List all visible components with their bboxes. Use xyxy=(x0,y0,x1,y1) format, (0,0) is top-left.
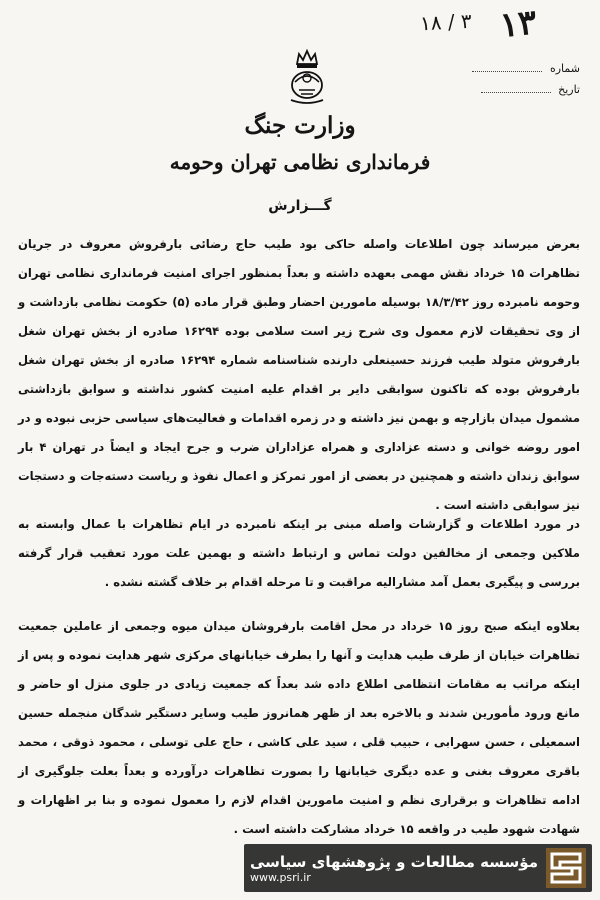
date-line xyxy=(481,92,551,93)
paragraph-3: بعلاوه اینکه صبح روز ۱۵ خرداد در محل اقامت بارفروشان میدان میوه وجمعی از عاملین جمعیت تظاهرات خیابان از طرف طیب هدایت و آنها را بطرف خیابانهای مرکزی شهر هدایت نموده و پس از اینکه مراتب به مقامات انتظامی اطلاع داده شد بعداً که جمعیت زیادی در جلوی منزل او حاضر و مانع ورود مأمورین شدند و بالاخره بعد از ظهر همانروز طیب وسایر دستگیر شدگان منجمله حسین اسمعیلی ، حسن سهرابی ، حبیب قلی ، سید علی کاشی ، حاج علی توسلی ، محمود ذوقی ، محمد باقری معروف بغنی و عده دیگری خیابانها را بصورت تظاهرات درآورده و بعداً بعلت جلوگیری از ادامه تظاهرات و برقراری نظم و امنیت مامورین اقدام لازم را معمول نموده و بنا بر اظهارات و شهادت شهود طیب در واقعه ۱۵ خرداد مشارکت داشته است . xyxy=(18,619,580,836)
office-title: فرمانداری نظامی تهران وحومه xyxy=(169,150,431,174)
crown-emblem-icon xyxy=(285,48,329,106)
number-label: شماره xyxy=(549,62,580,75)
institute-logo-icon xyxy=(546,848,586,888)
date-field xyxy=(481,83,580,96)
date-label: تاریخ xyxy=(558,83,580,96)
number-field xyxy=(472,62,580,75)
report-heading: گـــزارش xyxy=(268,198,332,214)
institute-url[interactable]: www.psri.ir xyxy=(249,870,311,884)
institute-name: مؤسسه مطالعات و پژوهشهای سیاسی xyxy=(249,852,538,871)
paragraph-1: بعرض میرساند چون اطلاعات واصله حاکی بود طیب حاج رضائی بارفروش معروف در جریان تظاهرات ۱۵ خرداد نقش مهمی بعهده داشته و بعداً بمنظور اجرای امنیت فرمانداری نظامی تهران وحومه نامبرده روز ۱۸/۳/۴۲ بوسیله مامورین احضار وطبق قرار ماده (۵) حکومت نظامی بازداشت و از وی تحقیقات لازم معمول وی شرح زیر است سلامی بوده ۱۶۲۹۴ صادره از بخش تهران شغل بارفروش متولد طیب فرزند حسینعلی دارنده شناسنامه شماره ۱۶۲۹۴ صادره از بخش تهران شغل بارفروش بوده که تاکنون سوابقی دایر بر اقدام علیه امنیت کشور نداشته و سوابق بازداشتی مشمول میدان بازارچه و بهمن نیز داشته و در زمره اقدامات و فعالیت‌های سیاسی حزبی نبوده و در امور روضه خوانی و دسته عزاداری و همراه عزاداران ضرب و جرح ایجاد و ایضاً در تهران ۴ بار سوابق زندان داشته و همچنین در بعضی از امور تمرکز و اعمال نفوذ و ریاست دسته‌جات و دستجات نیز سوابقی داشته است . xyxy=(18,237,580,512)
handwritten-note: ۱۸ / ۳ xyxy=(419,8,473,36)
number-line xyxy=(472,71,542,72)
watermark-banner xyxy=(244,844,592,892)
ministry-title: وزارت جنگ xyxy=(244,112,356,139)
paragraph-2: در مورد اطلاعات و گزارشات واصله مبنی بر اینکه نامبرده در ایام تظاهرات با عمال وابسته به ملاکین وجمعی از مخالفین دولت تماس و ارتباط داشته و بهمین علت مورد تعقیب قرار گرفته بررسی و پیگیری بعمل آمد مشارالیه مراقبت و تا مرحله اقدام بر خلاف گشته نشده . xyxy=(18,517,580,589)
handwritten-number: ۱۳ xyxy=(498,2,539,46)
